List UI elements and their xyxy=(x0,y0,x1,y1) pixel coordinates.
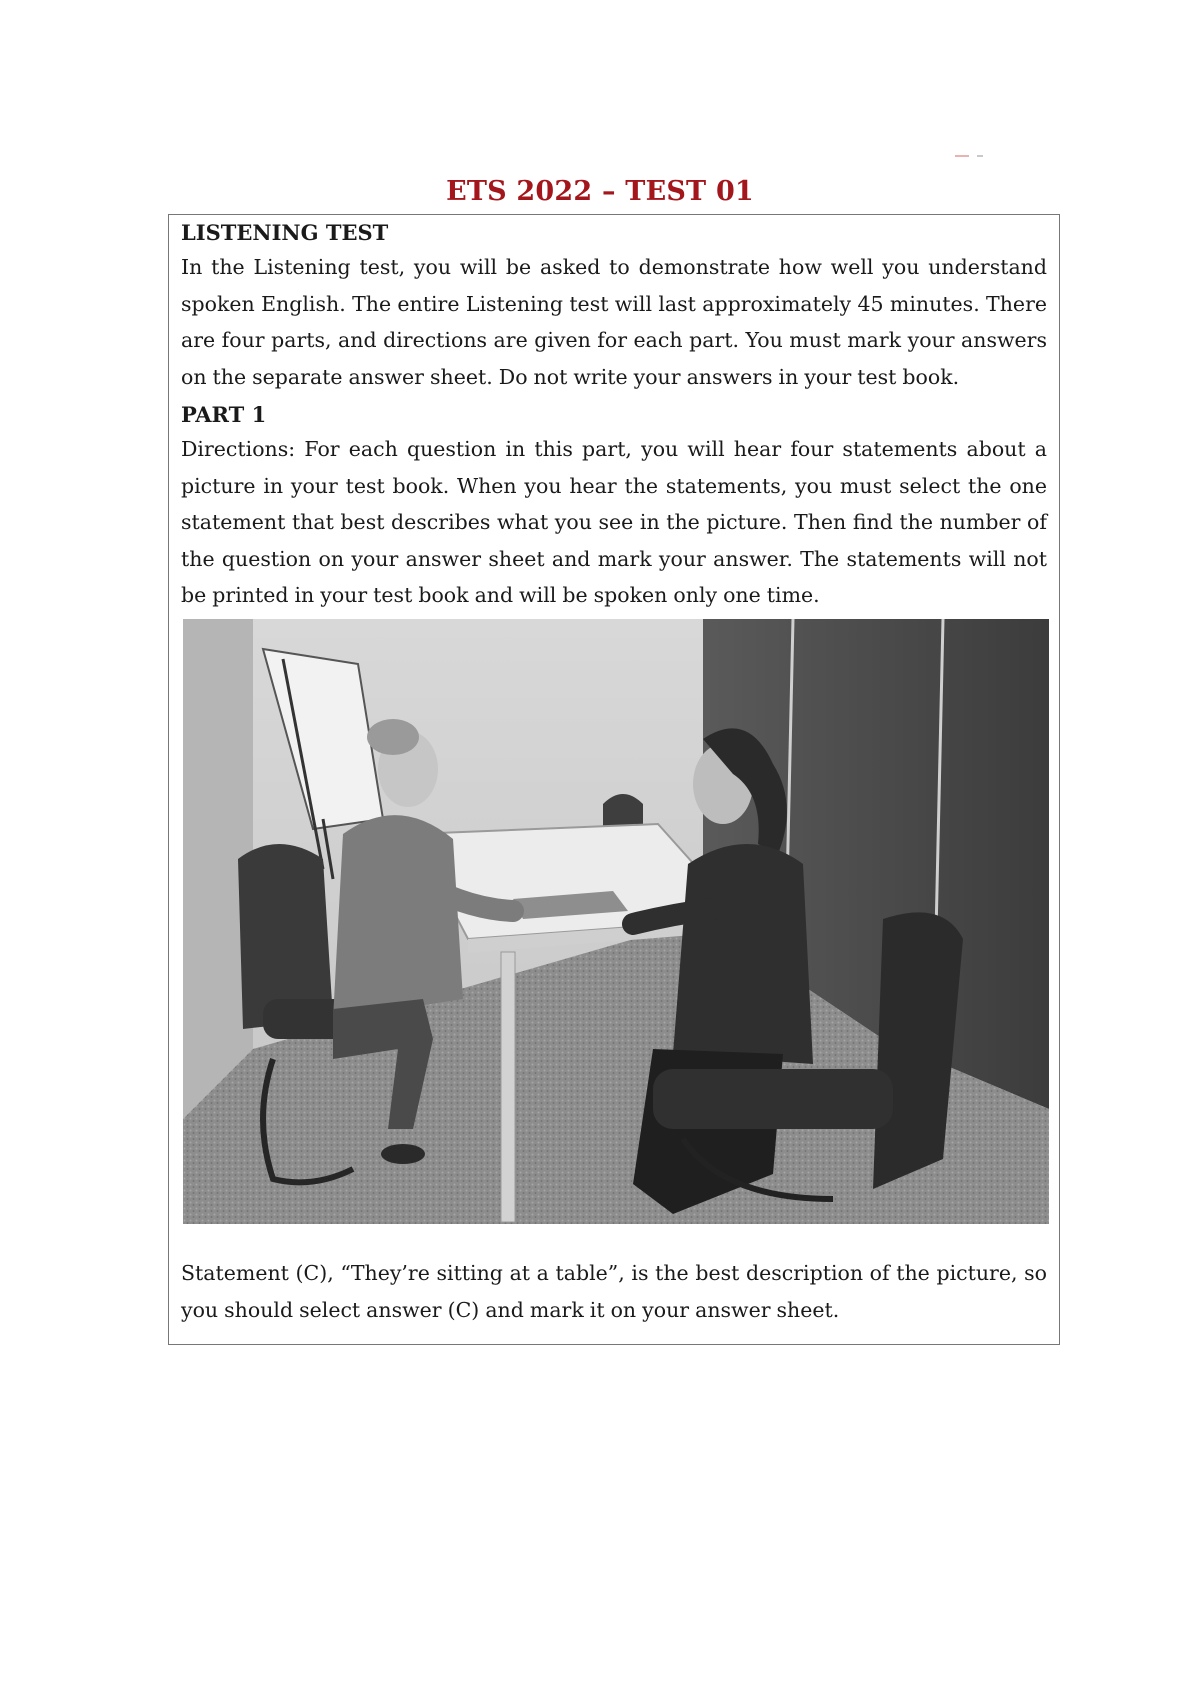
example-photo xyxy=(183,619,1049,1224)
listening-intro: In the Listening test, you will be asked to demonstrate how well you understand spoken English. The entire Listening test will last approximately 45 minutes. There are four parts, and directions are given for each part. You must mark your answers on the separate answer sheet. Do not write your answers in your test book. xyxy=(181,255,1047,389)
listening-heading: LISTENING TEST xyxy=(181,220,389,245)
example-photo-illustration xyxy=(183,619,1049,1224)
example-statement: Statement (C), “They’re sitting at a table”, is the best description of the picture, so you should select answer (C) and mark it on your answer sheet. xyxy=(181,1261,1047,1322)
part-heading: PART 1 xyxy=(181,402,267,427)
corner-mark xyxy=(955,143,985,145)
part-directions: Directions: For each question in this part, you will hear four statements about a picture in your test book. When you hear the statements, you must select the one statement that best describes what you see in the picture. Then find the number of the question on your answer sheet and mark your answer. The statements will not be printed in your test book and will be spoken only one time. xyxy=(181,437,1047,607)
page-title: ETS 2022 – TEST 01 xyxy=(446,176,754,207)
test-directions-box xyxy=(168,214,1060,1345)
